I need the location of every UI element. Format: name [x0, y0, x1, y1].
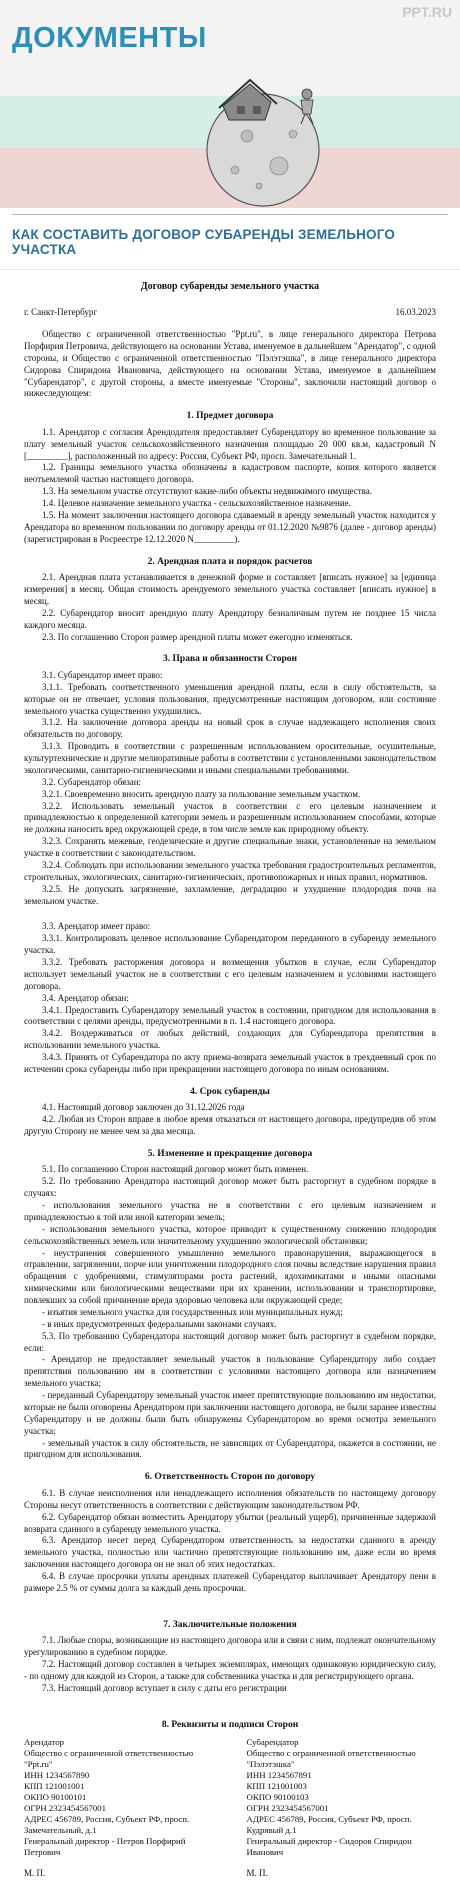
- clause: 3.1.2. На заключение договора аренды на новый срок в случае надлежащего исполнения своих обязательств по договору.: [24, 717, 436, 740]
- clause: - в иных предусмотренных федеральными законами случаях.: [42, 1318, 277, 1329]
- clause: 3.3.2. Требовать расторжения договора и возмещения убытков в случае, если Субарендатор использует земельный участок не в соответствии с его целевым назначением и условиями настоящего договора.: [24, 957, 436, 991]
- stamp-label: М. П.: [246, 1868, 268, 1879]
- planet-house-illustration: [195, 58, 345, 208]
- city: г. Санкт-Петербург: [24, 307, 98, 318]
- clause: 1.5. На момент заключения настоящего договора сдаваемый в аренду земельный участок находится у Арендатора во временном пользовании по договору аренды от 01.12.2020 №9876 (далее - договор аренды) (зарегистрирован в Росреестре 12.12.2020 N_________).: [24, 509, 436, 544]
- clause: 2.3. По соглашению Сторон размер арендной платы может ежегодно изменяться.: [42, 631, 353, 642]
- clause: 3.4.3. Принять от Субарендатора по акту приема-возврата земельный участок в трехдневный срок по истечении срока субаренды либо при прекращении настоящего договора по иным основаниям.: [24, 1052, 436, 1074]
- stamp-label: М. П.: [24, 1868, 46, 1879]
- clause: 3.2.1. Своевременно вносить арендную плату за пользование земельным участком.: [42, 788, 361, 799]
- section-title: 6. Ответственность Сторон по договору: [144, 1472, 316, 1483]
- requisite-line: АДРЕС 456789, Россия, Субъект РФ, просп. Замечательный, д.1: [24, 1814, 190, 1836]
- party-role: Субарендатор: [246, 1737, 299, 1748]
- clause: 5.1. По соглашению Сторон настоящий договор может быть изменен.: [42, 1164, 309, 1175]
- clause: - земельный участок в силу обстоятельств, не зависящих от Субарендатора, окажется в состоянии, не пригодном для использования.: [24, 1437, 436, 1460]
- section-title: 7. Заключительные положения: [163, 1619, 297, 1630]
- sublessee-requisites: [246, 1737, 436, 1858]
- requisite-line: КПП 121001003: [246, 1781, 307, 1792]
- clause: - использования земельного участка не в соответствии с его целевым назначением и принадлежностью к той или иной категории земель;: [24, 1200, 436, 1222]
- intro-paragraph: Общество с ограниченной ответственностью "Ppt.ru", в лице генерального директора Петрова Порфирия Петровича, действующего на основании Устава, именуемое в дальнейшем "Арендатор", с одной стороны, и Общество с ограниченной ответственностью "Пэлэтэшка", в лице генерального директора Сидорова Спиридона Ивановича, действующего на основании Устава, именуемое в дальнейшем "Субарендатор", с другой стороны, а вместе именуемые "Стороны", заключили настоящий договор о нижеследующем:: [24, 329, 436, 399]
- clause: 3.1. Субарендатор имеет право:: [42, 669, 163, 680]
- clause: 3.2.2. Использовать земельный участок в соответствии с его целевым назначением и принадлежностью к определенной категории земель и разрешенным использованием способами, которые не должны наносить вред окружающей среде, в том числе земле как природному объекту.: [24, 800, 436, 835]
- clause: 3.2.4. Соблюдать при использовании земельного участка требования градостроительных регламентов, строительных, экологических, санитарно-гигиенических, противопожарных и иных правил, нормативов.: [24, 859, 436, 882]
- clause: 7.1. Любые споры, возникающие из настоящего договора или в связи с ним, подлежат окончательному урегулированию в судебном порядке.: [24, 1635, 436, 1658]
- clause: 7.2. Настоящий договор составлен в четырех экземплярах, имеющих одинаковую юридическую силу, - по одному для каждой из Сторон, а также для собственника участка и для регистрирующего органа.: [24, 1659, 436, 1681]
- clause: 1.2. Границы земельного участка обозначены в кадастровом паспорте, копия которого является неотъемлемой частью настоящего договора.: [24, 462, 436, 485]
- clause: 3.4.1. Предоставить Субарендатору земельный участок в состоянии, пригодном для использования в соответствии с целями аренды, предусмотренными в п. 1.4 настоящего договора.: [24, 1004, 436, 1027]
- requisites: [24, 1737, 436, 1858]
- section-title: 8. Реквизиты и подписи Сторон: [161, 1719, 299, 1730]
- clause: 3.1.3. Проводить в соответствии с разрешенным использованием оросительные, осушительные, культуртехнические и другие мелиоративные работы в соответствии с установленными законодательством экологическими, санитарно-гигиеническими и иными специальными требованиями.: [24, 741, 436, 775]
- clause: - Арендатор не предоставляет земельный участок в пользование Субарендатору либо создает препятствия пользованию им в соответствии с условиями настоящего договора или назначением земельного участка;: [24, 1354, 436, 1389]
- clause: 3.1.1. Требовать соответственного уменьшения арендной платы, если в силу обстоятельств, за которые он не отвечает, условия пользования, предусмотренные настоящим договором, или состояние земельного участка существенно ухудшились.: [24, 681, 436, 716]
- section-title: 4. Срок субаренды: [190, 1086, 270, 1097]
- section-brand: ДОКУМЕНТЫ: [12, 22, 207, 54]
- document-body: [0, 272, 460, 1880]
- requisite-line: Генеральный директор - Сидоров Спиридон Иванович: [246, 1836, 412, 1858]
- clause: 5.2. По требованию Арендатора настоящий договор может быть расторгнут в судебном порядке в случаях:: [24, 1176, 436, 1199]
- article-header: [0, 0, 460, 208]
- clause: 3.2. Субарендатор обязан:: [42, 776, 142, 787]
- clause: - изъятия земельного участка для государственных или муниципальных нужд;: [42, 1306, 343, 1317]
- section-title: 2. Арендная плата и порядок расчетов: [147, 556, 313, 567]
- section-title: 3. Права и обязанности Сторон: [163, 654, 297, 665]
- requisite-line: ОКПО 90100101: [24, 1792, 87, 1803]
- divider: [12, 214, 448, 215]
- clause: - неустранения совершенного умышленно земельного правонарушения, выражающегося в отравлении, загрязнении, порче или уничтожении плодородного слоя почвы вследствие нарушения правил обращения с удобрениями, стимуляторами роста растений, ядохимикатами и иными опасными химическими или биологическими веществами при их хранении, использовании и транспортировке, повлекших за собой причинение вреда здоровью человека или окружающей среде;: [24, 1247, 436, 1306]
- requisite-line: Общество с ограниченной ответственностью "Пэлэтэшка": [246, 1748, 416, 1770]
- clause: 6.4. В случае просрочки уплаты арендных платежей Субарендатор выплачивает Арендатору пени в размере 2.5 % от суммы долга за каждый день просрочки.: [24, 1571, 436, 1593]
- clause: 4.1. Настоящий договор заключен до 31.12.2026 года: [42, 1102, 245, 1113]
- page-title: КАК СОСТАВИТЬ ДОГОВОР СУБАРЕНДЫ ЗЕМЕЛЬНОГО УЧАСТКА: [12, 227, 396, 257]
- divider: [0, 269, 460, 270]
- date: 16.03.2023: [395, 307, 436, 318]
- clause: 3.4.2. Воздерживаться от любых действий, создающих для Субарендатора препятствия в использовании земельного участка.: [24, 1028, 436, 1051]
- signature-row: [24, 1868, 436, 1880]
- section-title: 1. Предмет договора: [186, 411, 274, 422]
- requisite-line: ОГРН 2323454567001: [24, 1803, 107, 1814]
- site-logo[interactable]: PPT.RU: [402, 4, 452, 20]
- clause: 3.4. Арендатор обязан:: [42, 992, 129, 1003]
- requisite-line: ОГРН 2323454567001: [246, 1803, 329, 1814]
- clause: 3.2.3. Сохранять межевые, геодезические и другие специальные знаки, установленные на земельном участке в соответствии с законодательством.: [24, 836, 436, 859]
- clause: 2.1. Арендная плата устанавливается в денежной форме и составляет [вписать нужное] за [единица измерения] в месяц. Общая стоимость арендуемого земельного участка составляет [вписать нужное] в месяц.: [24, 572, 436, 606]
- clause: 6.1. В случае неисполнения или ненадлежащего исполнения обязательств по настоящему договору Стороны несут ответственность в соответствии с действующим законодательством РФ.: [24, 1487, 436, 1510]
- clause: 3.3. Арендатор имеет право:: [42, 921, 151, 932]
- clause: 1.3. На земельном участке отсутствуют какие-либо объекты недвижимого имущества.: [42, 486, 373, 497]
- requisite-line: ИНН 1234567891: [246, 1770, 312, 1781]
- requisite-line: АДРЕС 456789, Россия, Субъект РФ, просп. Кудрявый д.1: [246, 1814, 412, 1836]
- requisite-line: ОКПО 90100103: [246, 1792, 309, 1803]
- requisite-line: КПП 121001001: [24, 1781, 85, 1792]
- clause: 3.3.1. Контролировать целевое использование Субарендатором переданного в субаренду земельного участка.: [24, 933, 436, 956]
- clause: - использования земельного участка, которое приводит к существенному снижению плодородия сельскохозяйственных земель или значительному ухудшению экологической обстановки;: [24, 1223, 436, 1246]
- clause: 3.2.5. Не допускать загрязнение, захламление, деградацию и ухудшение плодородия почв на земельном участке.: [24, 883, 436, 906]
- clause: 1.1. Арендатор с согласия Арендодателя предоставляет Субарендатору во временное пользование за плату земельный участок сельскохозяйственного назначения площадью 20 000 кв.м, кадастровый N [_________], расположенный по адресу: Россия, Субъект РФ, просп. Замечательный 1.: [24, 426, 436, 461]
- party-role: Арендатор: [24, 1737, 65, 1748]
- clause: 6.2. Субарендатор обязан возместить Арендатору убытки (реальный ущерб), причиненные задержкой возврата сданного в субаренду земельного участка.: [24, 1511, 436, 1534]
- requisite-line: ИНН 1234567890: [24, 1770, 90, 1781]
- clause: 2.2. Субарендатор вносит арендную плату Арендатору безналичным путем не позднее 15 числа каждого месяца.: [24, 607, 436, 630]
- clause: 4.2. Любая из Сторон вправе в любое время отказаться от настоящего договора, предупредив об этом другую Сторону не менее чем за два месяца.: [24, 1114, 436, 1137]
- clause: 6.3. Арендатор несет перед Субарендатором ответственность за недостатки сданного в аренду земельного участка, полностью или частично препятствующие пользованию им, даже если во время заключения настоящего договора он не знал об этих недостатках.: [24, 1535, 436, 1570]
- document-title: Договор субаренды земельного участка: [140, 281, 320, 292]
- clause: - переданный Субарендатору земельный участок имеет препятствующие пользованию им недостатки, которые не были оговорены Арендатором при заключении настоящего договора, не были заранее известны Субарендатору и не должны были быть обнаружены Субарендатором во время осмотра земельного участка;: [24, 1390, 436, 1436]
- requisite-line: Генеральный директор - Петров Порфирий Петрович: [24, 1836, 186, 1858]
- section-title: 5. Изменение и прекращение договора: [147, 1148, 313, 1159]
- requisite-line: Общество с ограниченной ответственностью "Ppt.ru": [24, 1748, 194, 1770]
- clause: 7.3. Настоящий договор вступает в силу с даты его регистрации: [42, 1682, 287, 1693]
- lessee-requisites: [24, 1737, 214, 1858]
- clause: 5.3. По требованию Субарендатора настоящий договор может быть расторгнут в судебном порядке, если:: [24, 1330, 436, 1353]
- city-date-row: [24, 307, 436, 319]
- clause: 1.4. Целевое назначение земельного участка - сельскохозяйственное назначение.: [42, 498, 351, 509]
